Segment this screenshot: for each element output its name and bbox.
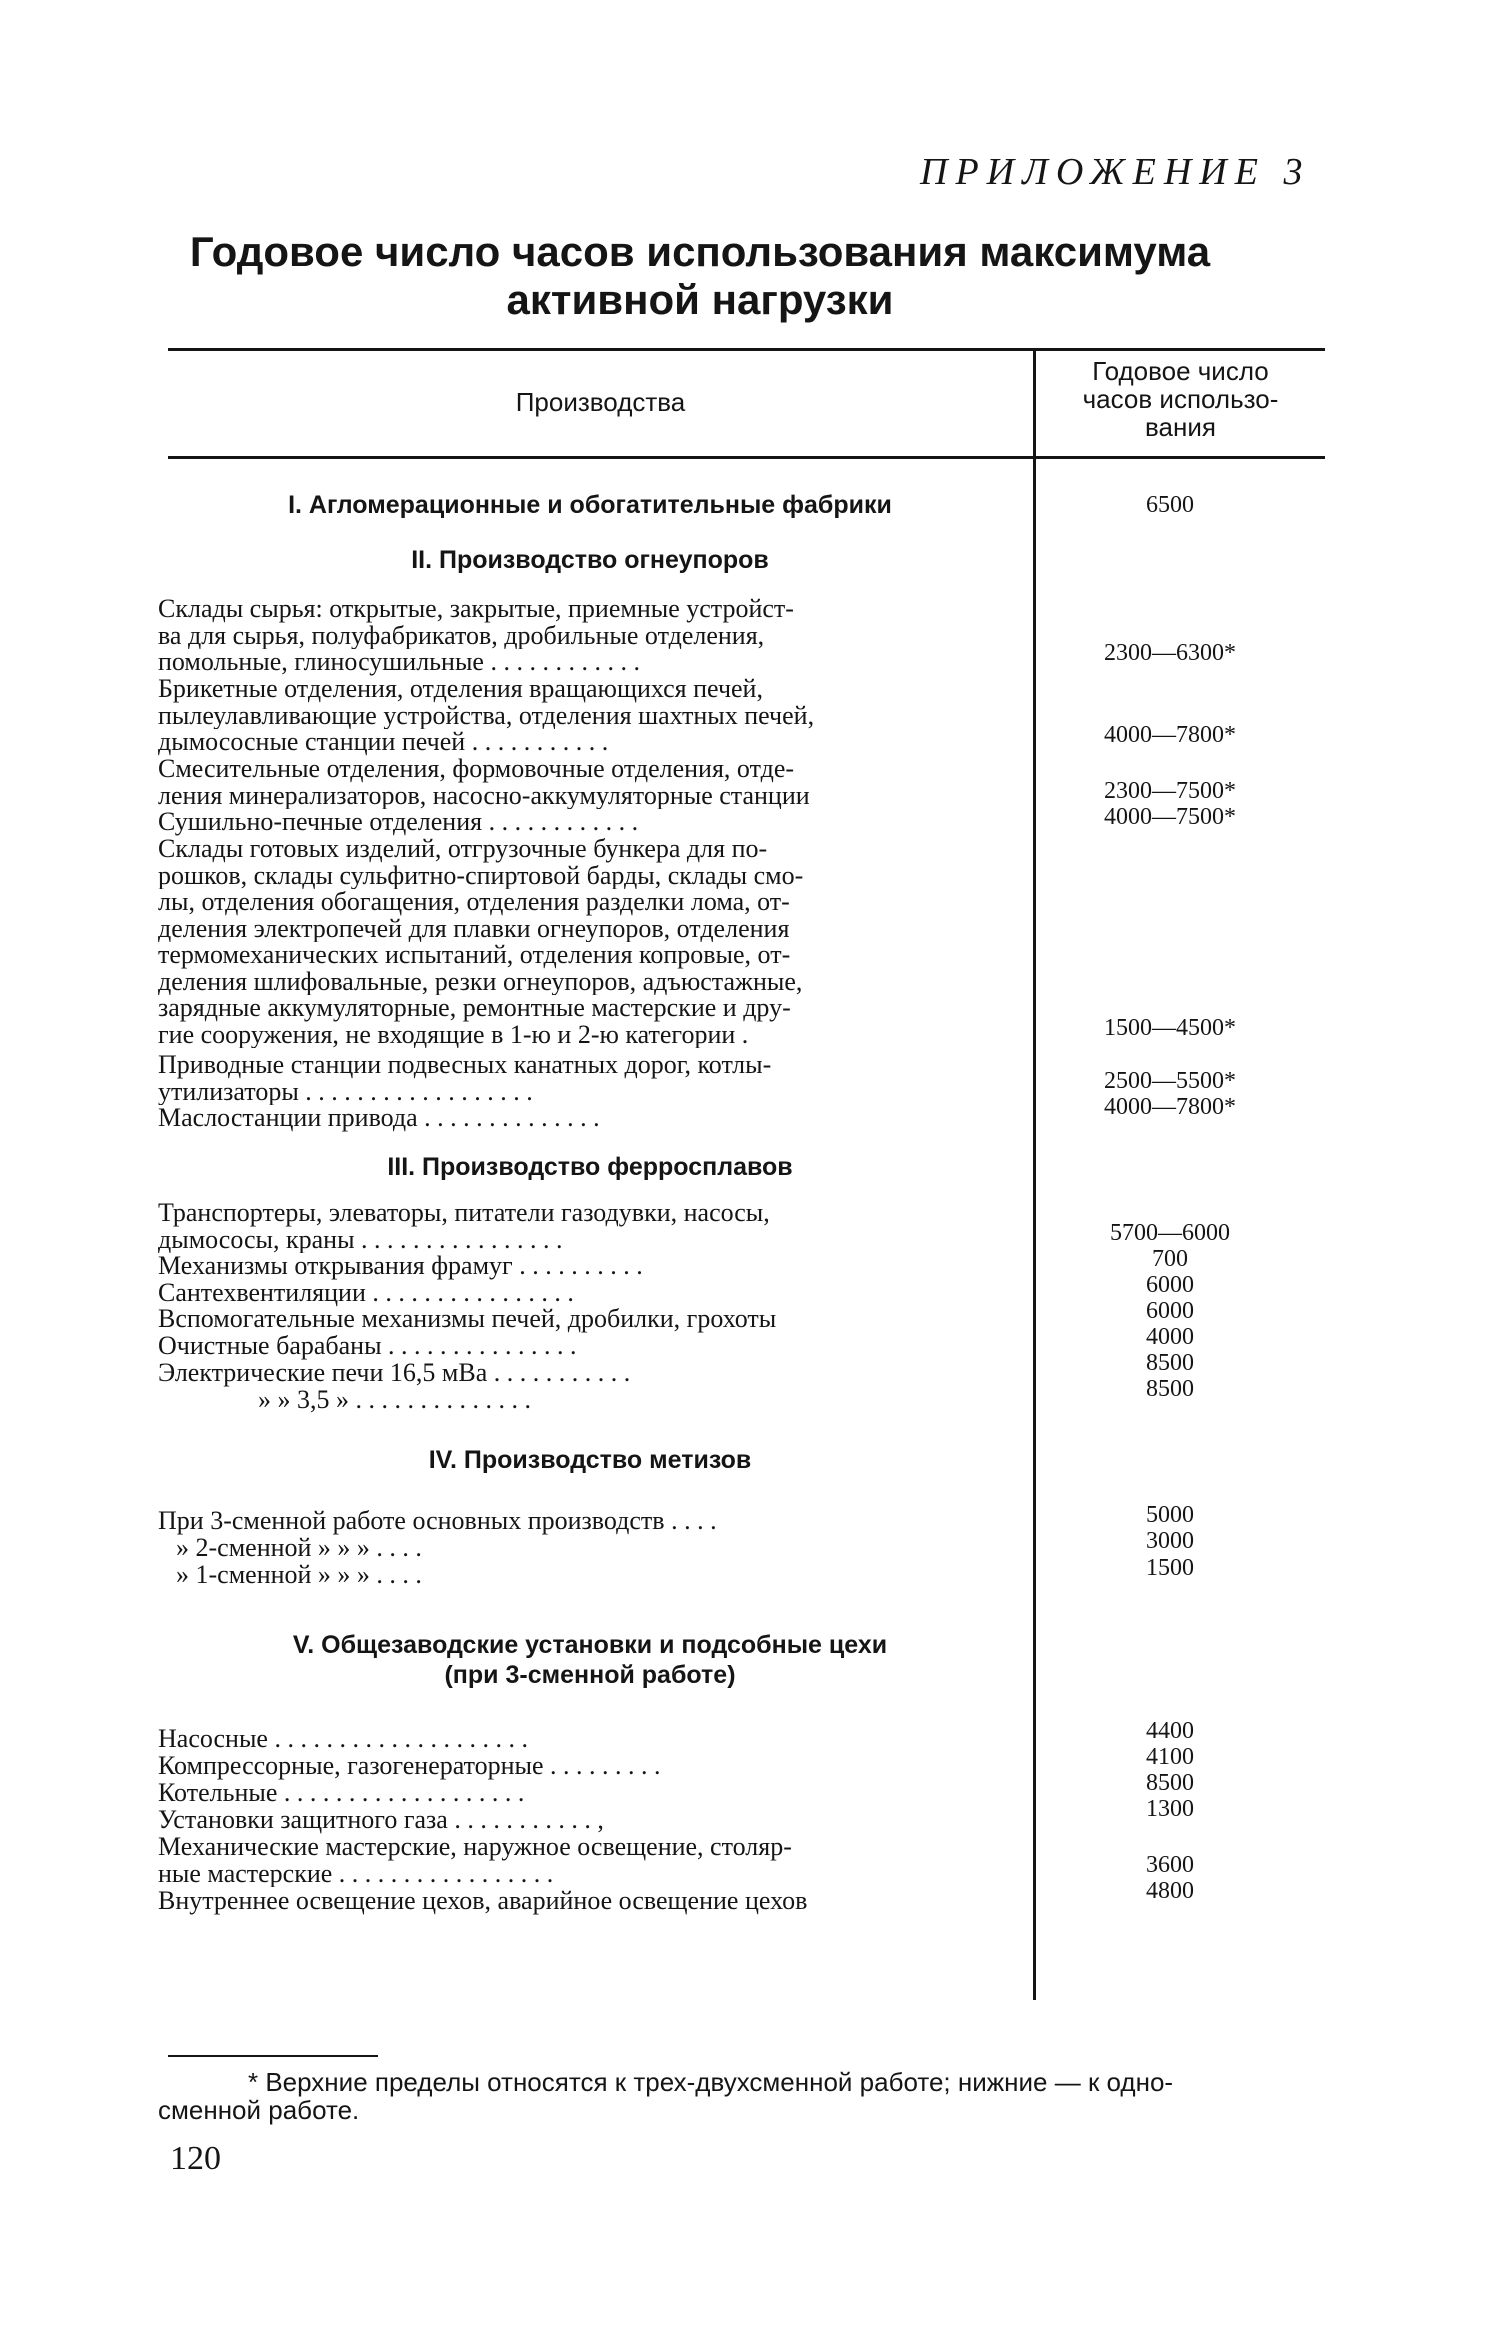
row-value: 3600: [1146, 1852, 1194, 1878]
section-2-title: II. Производство огнеупоров: [411, 546, 769, 574]
table-row: Смесительные отделения, формовочные отделения, отде- ления минерализаторов, насосно-аккумуляторные станции: [158, 756, 810, 809]
footnote-rule: [168, 2055, 378, 2057]
section-1-title: I. Агломерационные и обогатительные фабрики: [288, 491, 892, 519]
table-row: Маслостанции привода . . . . . . . . . . . . . .: [158, 1105, 600, 1132]
section-3-title: III. Производство ферросплавов: [387, 1153, 793, 1181]
table-row: Сантехвентиляции . . . . . . . . . . . . . . . .: [158, 1280, 574, 1307]
row-value: 8500: [1146, 1376, 1194, 1402]
footnote: * Верхние пределы относятся к трех-двухсменной работе; нижние — к одно- сменной работе.: [158, 2067, 1174, 2125]
row-value: 3000: [1146, 1528, 1194, 1554]
row-value: 6000: [1146, 1272, 1194, 1298]
page-title: [150, 228, 1250, 324]
row-value: 1300: [1146, 1796, 1194, 1822]
table-row: Внутреннее освещение цехов, аварийное освещение цехов: [158, 1888, 808, 1915]
row-value: 1500—4500*: [1104, 1015, 1236, 1041]
section-4-title: IV. Производство метизов: [428, 1446, 752, 1474]
row-value: 4100: [1146, 1744, 1194, 1770]
page-number: 120: [170, 2140, 221, 2177]
header-hours: Годовое число часов использо- вания: [1082, 356, 1279, 442]
row-value: 8500: [1146, 1350, 1194, 1376]
table-row: Компрессорные, газогенераторные . . . . . . . . .: [158, 1753, 661, 1780]
table-row: Котельные . . . . . . . . . . . . . . . . . . .: [158, 1780, 525, 1807]
row-value: 4000—7800*: [1104, 1094, 1236, 1120]
row-value: 4800: [1146, 1878, 1194, 1904]
row-value: 4000: [1146, 1324, 1194, 1350]
row-value: 700: [1152, 1246, 1188, 1272]
table-row: Очистные барабаны . . . . . . . . . . . . . . .: [158, 1333, 577, 1360]
row-value: 5700—6000: [1110, 1220, 1230, 1246]
header-productions: Производства: [515, 387, 686, 417]
section-5-title: V. Общезаводские установки и подсобные цехи (при 3-сменной работе): [292, 1631, 888, 1689]
row-value: 4000—7800*: [1104, 722, 1236, 748]
row-value: 2500—5500*: [1104, 1068, 1236, 1094]
table-row: » » 3,5 » . . . . . . . . . . . . . .: [258, 1387, 531, 1414]
column-divider: [1033, 348, 1036, 2000]
row-value: 4400: [1146, 1718, 1194, 1744]
table-row: Механизмы открывания фрамуг . . . . . . . . . .: [158, 1253, 643, 1280]
table-row: Склады готовых изделий, отгрузочные бункера для по- рошков, склады сульфитно-спиртовой барды, склады смо- лы, отделения обогащения, отделения разделки лома, от- деления электропечей для плавки огнеупоров, отделения термомеханических испытаний, отделения копровые, от- деления шлифовальные, резки огнеупоров, адъюстажные, зарядные аккумуляторные, ремонтные мастерские и дру- гие сооружения, не входящие в 1-ю и 2-ю категории .: [158, 836, 804, 1048]
title-line-1: Годовое число часов использования максимума: [189, 228, 1211, 275]
row-value: 8500: [1146, 1770, 1194, 1796]
table-row: Приводные станции подвесных канатных дорог, котлы- утилизаторы . . . . . . . . . . . . . . . . . .: [158, 1052, 772, 1105]
row-value: 1500: [1146, 1555, 1194, 1581]
table-row: » 2-сменной » » » . . . .: [176, 1535, 422, 1562]
table-row: Склады сырья: открытые, закрытые, приемные устройст- ва для сырья, полуфабрикатов, дробильные отделения, помольные, глиносушильные . . . . . . . . . . . .: [158, 596, 794, 676]
table-row: Транспортеры, элеваторы, питатели газодувки, насосы, дымососы, краны . . . . . . . . . . . . . . . .: [158, 1200, 770, 1253]
table-row: » 1-сменной » » » . . . .: [176, 1562, 422, 1589]
row-value: 2300—6300*: [1104, 640, 1236, 666]
table-row: Вспомогательные механизмы печей, дробилки, грохоты: [158, 1306, 777, 1333]
table-top-rule: [168, 348, 1325, 351]
table-row: При 3-сменной работе основных производств . . . .: [158, 1508, 717, 1535]
row-value: 2300—7500*: [1104, 778, 1236, 804]
table-row: Насосные . . . . . . . . . . . . . . . . . . . .: [158, 1726, 528, 1753]
table-header-rule: [168, 456, 1325, 459]
table-row: Брикетные отделения, отделения вращающихся печей, пылеулавливающие устройства, отделения шахтных печей, дымососные станции печей . . . . . . . . . . .: [158, 676, 815, 756]
title-line-2: активной нагрузки: [506, 276, 894, 323]
table-row: Установки защитного газа . . . . . . . . . . . ,: [158, 1807, 604, 1834]
table-row: Электрические печи 16,5 мВа . . . . . . . . . . .: [158, 1360, 631, 1387]
section-1-value: 6500: [1146, 492, 1194, 518]
appendix-label: ПРИЛОЖЕНИЕ 3: [920, 151, 1311, 193]
table-row: Механические мастерские, наружное освещение, столяр- ные мастерские . . . . . . . . . . . . . . . . .: [158, 1834, 792, 1887]
row-value: 4000—7500*: [1104, 804, 1236, 830]
row-value: 5000: [1146, 1502, 1194, 1528]
row-value: 6000: [1146, 1298, 1194, 1324]
table-row: Сушильно-печные отделения . . . . . . . . . . . .: [158, 809, 639, 836]
